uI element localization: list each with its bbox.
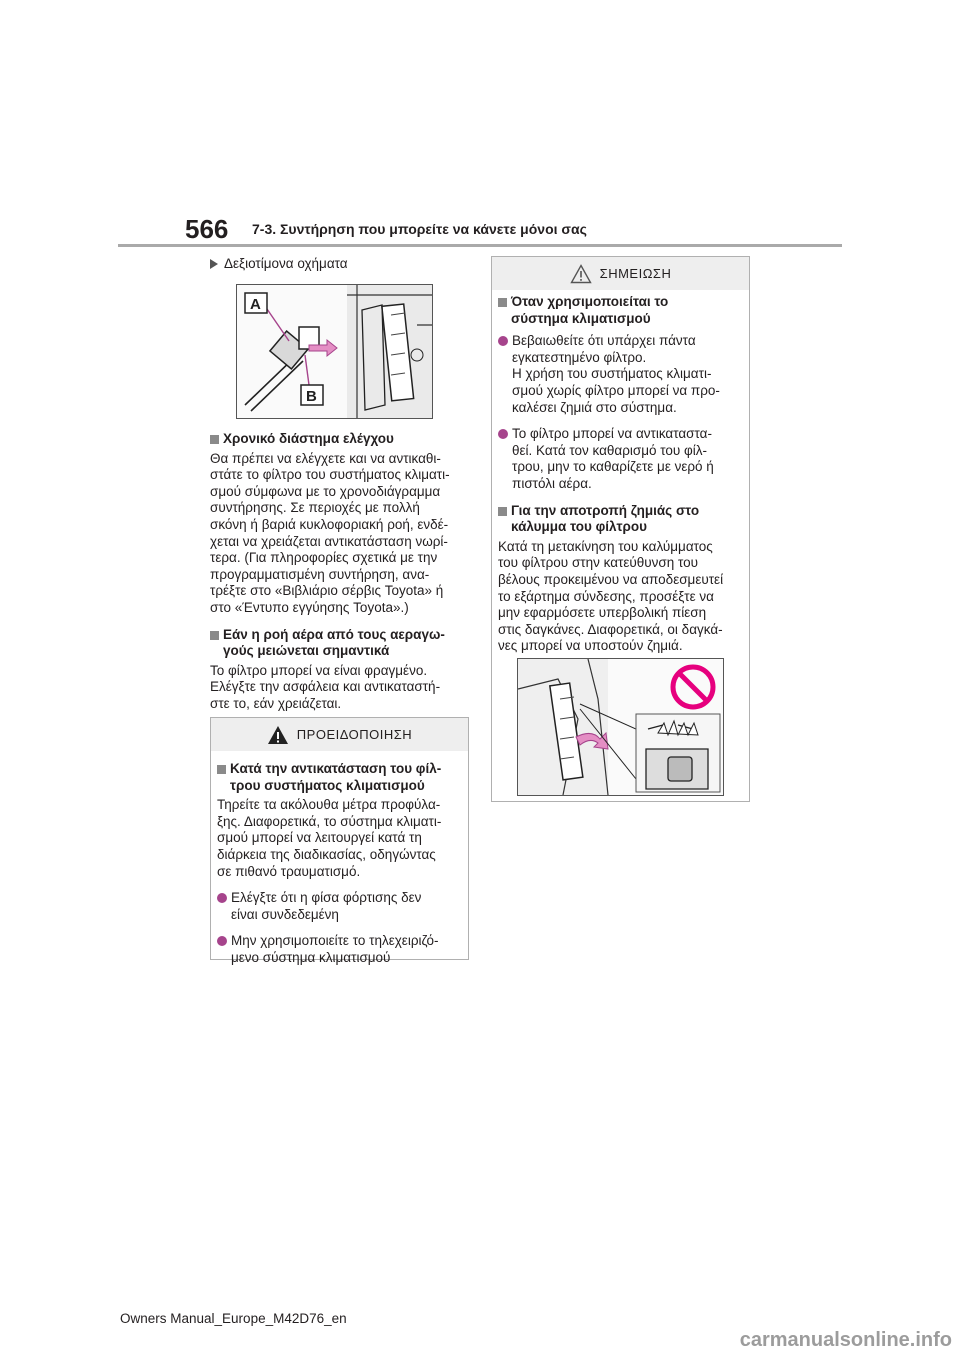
watermark: carmanualsonline.info — [739, 1329, 952, 1351]
header-rule — [118, 244, 842, 247]
warning-box — [210, 717, 469, 965]
inspection-interval-heading: Χρονικό διάστημα ελέγχου — [210, 431, 472, 448]
triangle-bullet-icon — [210, 259, 218, 269]
dot-bullet-icon — [217, 936, 227, 946]
notice-heading-cover: Για την αποτροπή ζημιάς στο κάλυμμα του φίλτρου — [498, 503, 743, 536]
warning-body — [211, 751, 468, 967]
filter-cover-figure — [517, 658, 724, 796]
rhd-bullet — [210, 256, 472, 273]
dot-bullet-icon — [498, 429, 508, 439]
notice-cover-text: Κατά τη μετακίνηση του καλύμματος του φίλτρου στην κατεύθυνση του βέλους προκειμένου να αποδεσμευτεί το εξάρτημα σύνδεσης, προσέξτε να μην εφαρμόσετε υπερβολική πίεση στις δαγκάνες. Διαφορετικά, οι δαγκά- νες μπορεί να υποστούν ζημιά. — [498, 538, 724, 654]
section-title: 7-3. Συντήρηση που μπορείτε να κάνετε μόνοι σας — [252, 221, 587, 237]
notice-body — [492, 290, 749, 655]
notice-heading-usage: Όταν χρησιμοποιείται το σύστημα κλιματισμού — [498, 294, 743, 327]
square-bullet-icon — [498, 298, 507, 307]
warning-title: ΠΡΟΕΙΔΟΠΟΙΗΣΗ — [296, 727, 413, 742]
label-b: B — [306, 388, 317, 405]
dot-bullet-icon — [498, 336, 508, 346]
dot-bullet-icon — [217, 893, 227, 903]
warning-triangle-icon — [267, 725, 289, 745]
notice-triangle-icon — [570, 264, 592, 284]
rhd-label: Δεξιοτίμονα οχήματα — [224, 256, 348, 271]
notice-title: ΣΗΜΕΙΩΣΗ — [599, 266, 672, 281]
warning-heading: Κατά την αντικατάσταση του φίλ- τρου συστήματος κλιματισμού — [217, 761, 462, 794]
square-bullet-icon — [217, 765, 226, 774]
square-bullet-icon — [210, 631, 219, 640]
notice-item-filter-installed: Βεβαιωθείτε ότι υπάρχει πάντα εγκατεστημένο φίλτρο. Η χρήση του συστήματος κλιματι- σμού χωρίς φίλτρο μπορεί να προ- καλέσει ζημιά στο σύστημα. — [498, 333, 743, 416]
airflow-heading: Εάν η ροή αέρα από τους αεραγω- γούς μειώνεται σημαντικά — [210, 627, 472, 660]
square-bullet-icon — [210, 435, 219, 444]
warning-item-remote: Μην χρησιμοποιείτε το τηλεχειριζό- μενο σύστημα κλιματισμού — [217, 933, 462, 966]
filter-illustration — [237, 285, 432, 418]
footer-text: Owners Manual_Europe_M42D76_en — [120, 1311, 347, 1326]
warning-text: Τηρείτε τα ακόλουθα μέτρα προφύλα- ξης. Διαφορετικά, το σύστημα κλιματι- σμού μπορεί να λειτουργεί κατά τη διάρκεια της διαδικασίας, οδηγώντας σε πιθανό τραυματισμό. — [217, 797, 442, 879]
left-text — [210, 431, 472, 713]
filter-figure-rhd — [236, 284, 433, 419]
page-number: 566 — [185, 214, 229, 244]
notice-header — [492, 257, 749, 290]
notice-item-cleaning: Το φίλτρο μπορεί να αντικαταστα- θεί. Κατά τον καθαρισμό του φίλ- τρου, μην το καθαρίζετε με νερό ή πιστόλι αέρα. — [498, 426, 743, 492]
prohibited-icon — [673, 667, 713, 707]
cover-illustration — [518, 659, 723, 795]
inspection-interval-text: Θα πρέπει να ελέγχετε και να αντικαθι- στάτε το φίλτρο του συστήματος κλιματι- σμού σύμφωνα με το χρονοδιάγραμμα συντήρησης. Σε περιοχές με πολλή σκόνη ή βαριά κυκλοφοριακή ροή, ενδέ- χεται να χρειάζεται αντικατάσταση νωρί- τερα. (Για πληροφορίες σχετικά με την προγραμματισμένη συντήρηση, ανα- τρέξτε στο «Βιβλιάριο σέρβις Toyota» ή στο «Έντυπο εγγύησης Toyota».) — [210, 450, 450, 615]
label-a: A — [250, 296, 261, 313]
airflow-text: Το φίλτρο μπορεί να είναι φραγμένο. Ελέγξτε την ασφάλεια και αντικαταστή- στε το, εάν χρειάζεται. — [210, 662, 441, 711]
square-bullet-icon — [498, 507, 507, 516]
warning-header — [211, 718, 468, 751]
warning-item-charging: Ελέγξτε ότι η φίσα φόρτισης δεν είναι συνδεδεμένη — [217, 890, 462, 923]
left-column — [210, 256, 472, 273]
